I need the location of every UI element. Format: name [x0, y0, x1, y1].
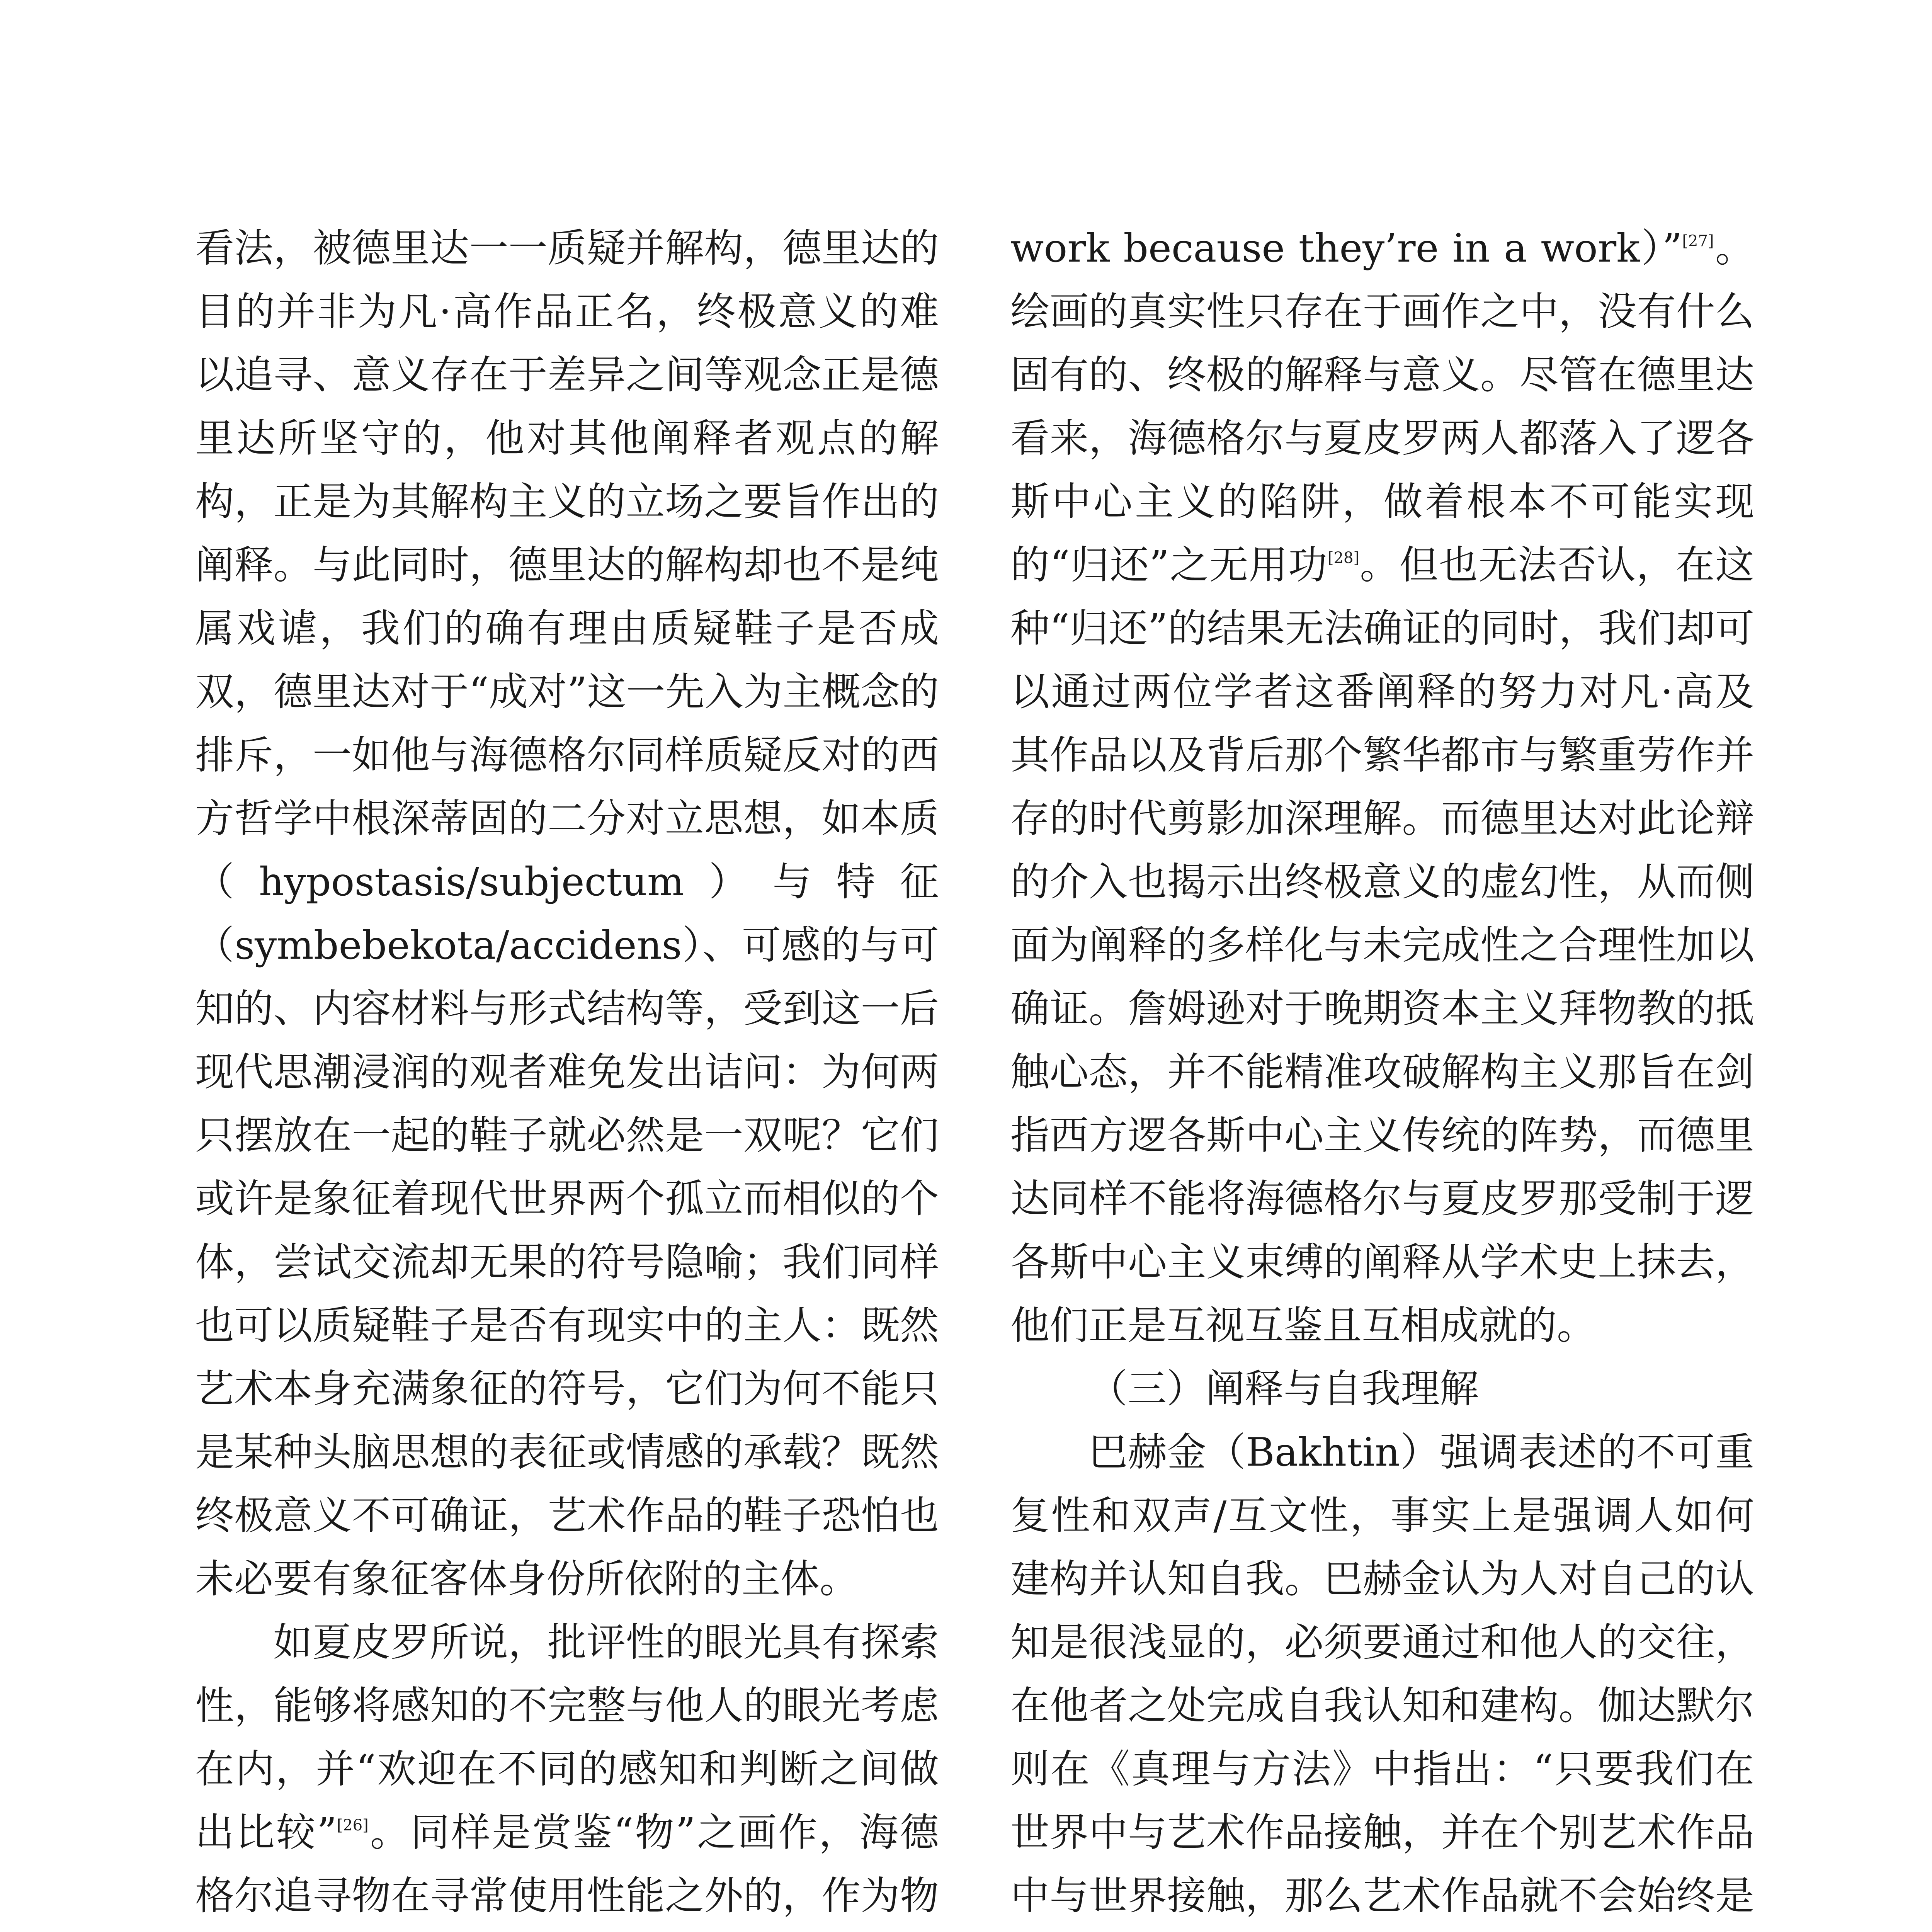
citation-28: [28] [1327, 549, 1360, 567]
citation-27: [27] [1682, 232, 1714, 250]
right-paragraph-1 [1010, 216, 1754, 1357]
right-paragraph-1-text-c: 。但也无法否认，在这种“归还”的结果无法确证的同时，我们却可以通过两位学者这番阐释的努力对凡·高及其作品以及背后那个繁华都市与繁重劳作并存的时代剪影加深理解。而德里达对此论辩的介入也揭示出终极意义的虚幻性，从而侧面为阐释的多样化与未完成性之合理性加以确证。詹姆逊对于晚期资本主义拜物教的抵触心态，并不能精准攻破解构主义那旨在剑指西方逻各斯中心主义传统的阵势，而德里达同样不能将海德格尔与夏皮罗那受制于逻各斯中心主义束缚的阐释从学术史上抹去，他们正是互视互鉴且互相成就的。 [1010, 542, 1754, 1348]
left-paragraph-1: 看法，被德里达一一质疑并解构，德里达的目的并非为凡·高作品正名，终极意义的难以追寻、意义存在于差异之间等观念正是德里达所坚守的，他对其他阐释者观点的解构，正是为其解构主义的立场之要旨作出的阐释。与此同时，德里达的解构却也不是纯属戏谑，我们的确有理由质疑鞋子是否成双，德里达对于“成对”这一先入为主概念的排斥，一如他与海德格尔同样质疑反对的西方哲学中根深蒂固的二分对立思想，如本质（hypostasis/subjectum）与特征（symbebekota/accidens）、可感的与可知的、内容材料与形式结构等，受到这一后现代思潮浸润的观者难免发出诘问：为何两只摆放在一起的鞋子就必然是一双呢？它们或许是象征着现代世界两个孤立而相似的个体，尝试交流却无果的符号隐喻；我们同样也可以质疑鞋子是否有现实中的主人：既然艺术本身充满象征的符号，它们为何不能只是某种头脑思想的表征或情感的承载？既然终极意义不可确证，艺术作品的鞋子恐怕也未必要有象征客体身份所依附的主体。 [195, 225, 939, 1602]
section-heading: （三）阐释与自我理解 [1088, 1366, 1479, 1412]
left-text-column [195, 216, 939, 1932]
right-paragraph-2-text-a: 巴赫金（Bakhtin）强调表述的不可重复性和双声/互文性，事实上是强调人如何建构并认知自我。巴赫金认为人对自己的认知是很浅显的，必须要通过和他人的交往，在他者之处完成自我认知和建构。伽达默尔则在《真理与方法》中指出：“只要我们在世界中与艺术作品接触，并在个别艺术作品中与世界接触，那么艺术作品就不会始终是 [1010, 1429, 1754, 1918]
right-paragraph-2 [1010, 1420, 1754, 1932]
left-paragraph-2 [195, 1611, 939, 1932]
right-paragraph-1-text-a: work because they’re in a work）” [1010, 225, 1682, 271]
left-paragraph-2-text-b: 。同样是赏鉴“物”之画作，海德格尔追寻物在寻常使用性能之外的，作为物 [195, 1810, 939, 1918]
citation-26: [26] [337, 1816, 369, 1834]
left-paragraph-2-text-a: 如夏皮罗所说，批评性的眼光具有探索性，能够将感知的不完整与他人的眼光考虑在内，并“欢迎在不同的感知和判断之间做出比较” [195, 1619, 939, 1855]
right-text-column [1010, 216, 1754, 1932]
right-paragraph-1-text-b: 。绘画的真实性只存在于画作之中，没有什么固有的、终极的解释与意义。尽管在德里达看来，海德格尔与夏皮罗两人都落入了逻各斯中心主义的陷阱，做着根本不可能实现的“归还”之无用功 [1010, 225, 1754, 588]
